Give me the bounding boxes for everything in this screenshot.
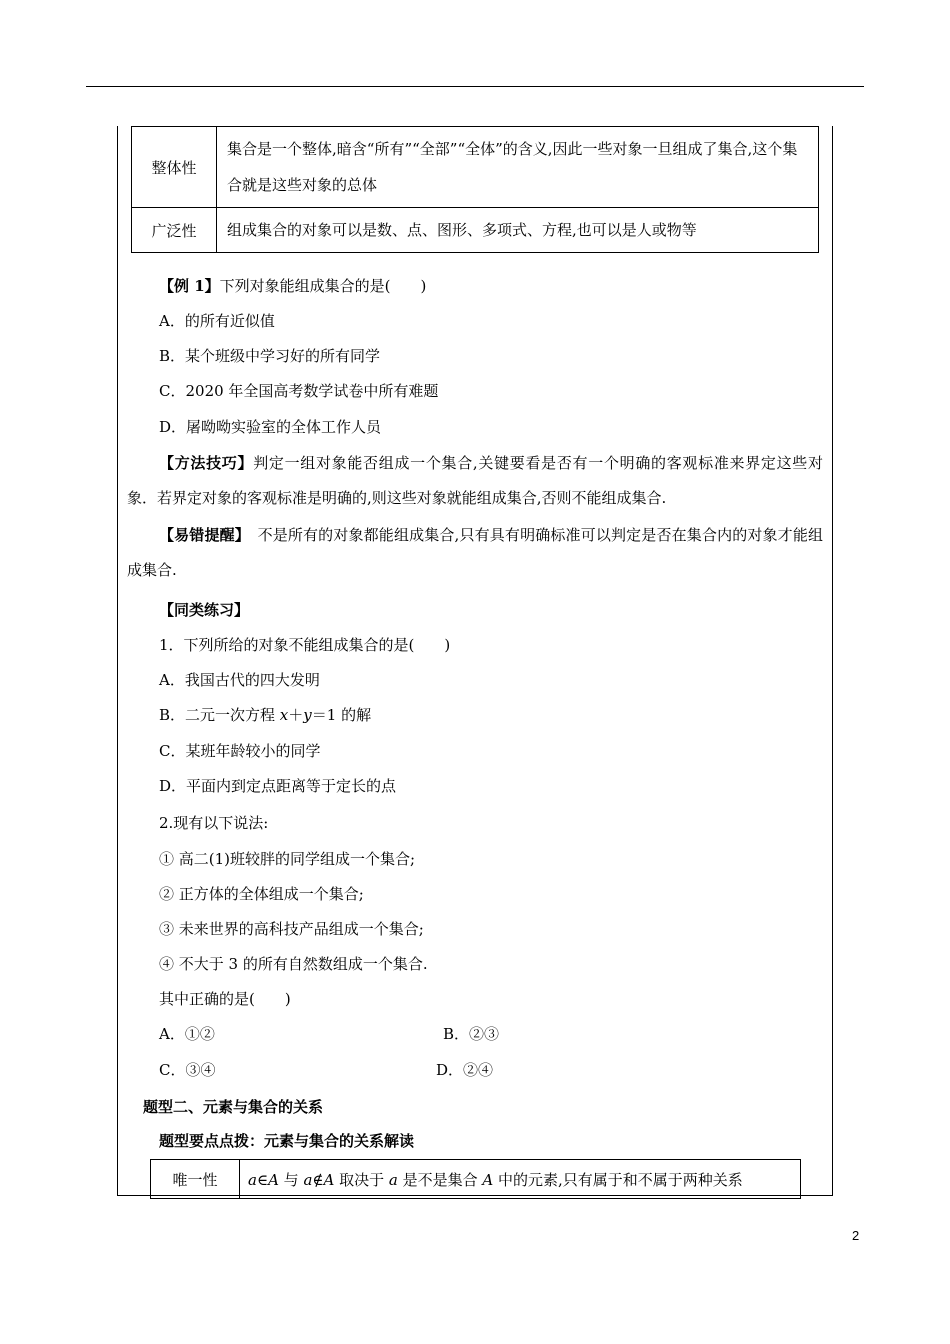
property-term: 整体性 [132, 127, 217, 208]
error-warning: 【易错提醒】 不是所有的对象都能组成集合,只有具有明确标准可以判定是否在集合内的对象才能组成集合. [127, 526, 823, 579]
section-subtitle: 题型要点点拨：元素与集合的关系解读 [159, 1132, 415, 1150]
practice-q2-intro: 2.现有以下说法: [159, 814, 269, 832]
example-1-option-a: A．的所有近似值 [159, 312, 275, 330]
practice-q1-option-d: D．平面内到定点距离等于定长的点 [159, 777, 397, 795]
table-row [151, 1160, 801, 1199]
property-desc: 集合是一个整体,暗含“所有”“全部”“全体”的含义,因此一些对象一旦组成了集合,这个集合就是这些对象的总体 [217, 127, 819, 208]
table-row [132, 127, 819, 208]
header-rule [86, 86, 864, 87]
section-title: 题型二、元素与集合的关系 [143, 1098, 324, 1116]
example-1-question: 【例 1】下列对象能组成集合的是( ) [159, 277, 427, 295]
example-1-option-c: C．2020 年全国高考数学试卷中所有难题 [159, 382, 439, 400]
method-tip: 【方法技巧】判定一组对象能否组成一个集合,关键要看是否有一个明确的客观标准来界定这些对象．若界定对象的客观标准是明确的,则这些对象就能组成集合,否则不能组成集合. [127, 454, 823, 507]
practice-q2-option-b: B．②③ [443, 1025, 500, 1043]
practice-q1-option-c: C．某班年龄较小的同学 [159, 742, 321, 760]
practice-q1-option-b: B．二元一次方程 x＋y＝1 的解 [159, 706, 372, 724]
practice-q2-statement: ③ 未来世界的高科技产品组成一个集合; [159, 920, 424, 938]
practice-q2-question: 其中正确的是( ) [159, 990, 291, 1008]
practice-heading: 【同类练习】 [159, 601, 250, 619]
example-1-option-b: B．某个班级中学习好的所有同学 [159, 347, 381, 365]
relation-table [150, 1159, 801, 1199]
practice-q2-statement: ② 正方体的全体组成一个集合; [159, 885, 364, 903]
property-table [131, 126, 819, 253]
practice-q2-option-a: A．①② [159, 1025, 215, 1043]
practice-q2-option-d: D．②④ [436, 1061, 494, 1079]
table-row [132, 208, 819, 253]
property-term: 广泛性 [132, 208, 217, 253]
practice-q1: 1．下列所给的对象不能组成集合的是( ) [159, 636, 451, 654]
property-desc: 组成集合的对象可以是数、点、图形、多项式、方程,也可以是人或物等 [217, 208, 819, 253]
practice-q2-statement: ④ 不大于 3 的所有自然数组成一个集合. [159, 955, 428, 973]
practice-q1-option-a: A．我国古代的四大发明 [159, 671, 320, 689]
page-number: 2 [852, 1228, 860, 1243]
practice-q2-option-c: C．③④ [159, 1061, 216, 1079]
example-1-option-d: D．屠呦呦实验室的全体工作人员 [159, 418, 382, 436]
relation-term: 唯一性 [151, 1160, 240, 1199]
practice-q2-statement: ① 高二(1)班较胖的同学组成一个集合; [159, 850, 416, 868]
relation-desc: a∈A 与 a∉A 取决于 a 是不是集合 A 中的元素,只有属于和不属于两种关系 [240, 1160, 801, 1199]
